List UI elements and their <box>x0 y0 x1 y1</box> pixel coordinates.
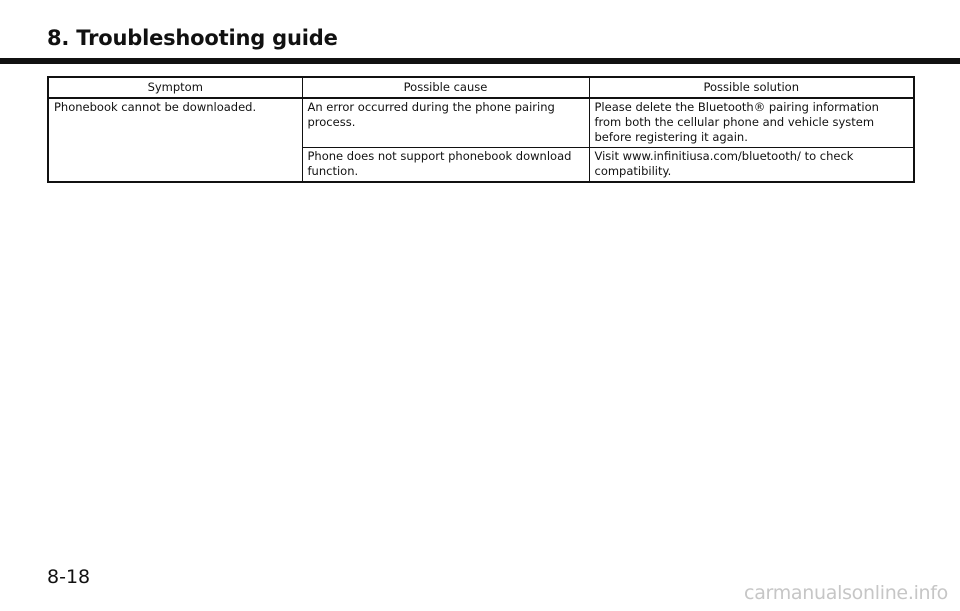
table-header-row <box>48 77 914 98</box>
section-title: 8. Troubleshooting guide <box>47 26 338 50</box>
symptom-cell: Phonebook cannot be downloaded. <box>48 98 302 182</box>
cause-cell: An error occurred during the phone pairing process. <box>302 98 589 148</box>
column-header-symptom: Symptom <box>48 77 302 98</box>
troubleshooting-table-wrapper <box>47 76 913 183</box>
column-header-possible-cause: Possible cause <box>302 77 589 98</box>
solution-cell: Please delete the Bluetooth® pairing information from both the cellular phone and vehicle system before registering it again. <box>589 98 914 148</box>
title-rule <box>0 58 960 64</box>
page-number: 8-18 <box>47 566 91 588</box>
watermark: carmanualsonline.info <box>744 582 948 604</box>
column-header-possible-solution: Possible solution <box>589 77 914 98</box>
cause-cell: Phone does not support phonebook download function. <box>302 148 589 183</box>
table-row <box>48 98 914 148</box>
troubleshooting-table <box>47 76 915 183</box>
solution-cell: Visit www.infinitiusa.com/bluetooth/ to check compatibility. <box>589 148 914 183</box>
